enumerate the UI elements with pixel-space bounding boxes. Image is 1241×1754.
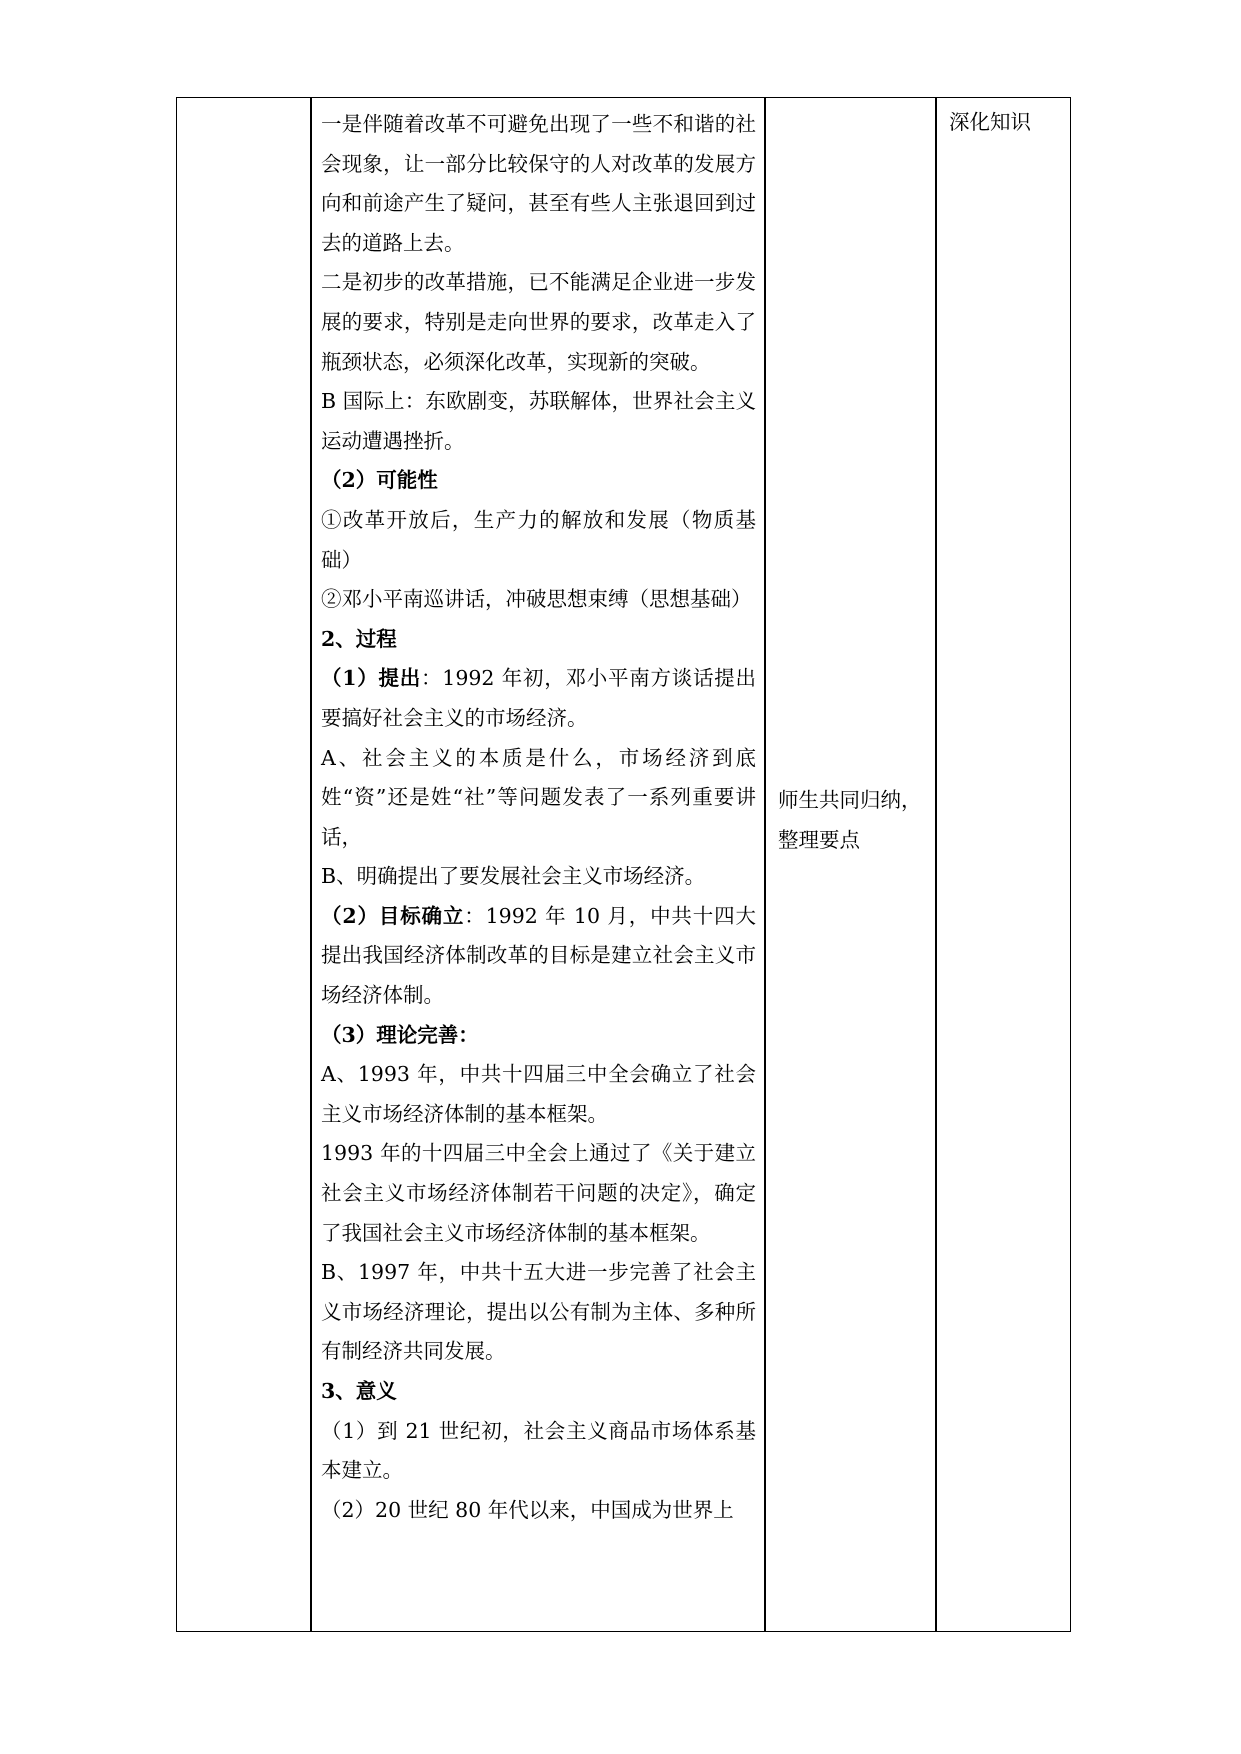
- section-heading: 3、意义: [321, 1379, 397, 1403]
- section-heading: （3）理论完善：: [321, 1022, 479, 1047]
- content-paragraph: （1）提出：1992 年初，邓小平南方谈话提出要搞好社会主义的市场经济。: [321, 666, 757, 730]
- purpose-text: 深化知识: [949, 110, 1031, 134]
- content-paragraph: B、1997 年，中共十五大进一步完善了社会主义市场经济理论，提出以公有制为主体、多种所有制经济共同发展。: [321, 1260, 756, 1364]
- content-paragraph: 1993 年的十四届三中全会上通过了《关于建立社会主义市场经济体制若干问题的决定》，确定了我国社会主义市场经济体制的基本框架。: [321, 1141, 756, 1245]
- content-paragraph: （2）20 世纪 80 年代以来，中国成为世界上: [321, 1497, 734, 1522]
- content-paragraph: A、社会主义的本质是什么，市场经济到底姓“资”还是姓“社”等问题发表了一系列重要讲话，: [321, 745, 756, 849]
- section-heading: （2）可能性: [321, 468, 438, 493]
- table-cell-purpose: [937, 98, 1070, 1631]
- content-paragraph: B 国际上：东欧剧变，苏联解体，世界社会主义运动遭遇挫折。: [321, 389, 756, 453]
- method-text: 师生共同归纳，整理要点: [778, 788, 922, 852]
- table-cell-col1: [177, 98, 311, 1631]
- section-heading: 2、过程: [321, 626, 397, 651]
- content-paragraph: （2）目标确立：1992 年 10 月，中共十四大提出我国经济体制改革的目标是建立社会主义市场经济体制。: [321, 903, 756, 1008]
- content-paragraph: A、1993 年，中共十四届三中全会确立了社会主义市场经济体制的基本框架。: [321, 1062, 756, 1126]
- content-paragraph: 一是伴随着改革不可避免出现了一些不和谐的社会现象，让一部分比较保守的人对改革的发展方向和前途产生了疑问，甚至有些人主张退回到过去的道路上去。: [321, 112, 756, 255]
- table-cell-content: [312, 98, 764, 1631]
- lesson-table: [176, 97, 1071, 1632]
- content-paragraph: 二是初步的改革措施，已不能满足企业进一步发展的要求，特别是走向世界的要求，改革走入了瓶颈状态，必须深化改革，实现新的突破。: [321, 270, 756, 374]
- content-paragraph: （1）到 21 世纪初，社会主义商品市场体系基本建立。: [321, 1418, 756, 1483]
- table-cell-method: [766, 98, 936, 1631]
- content-paragraph: ②邓小平南巡讲话，冲破思想束缚（思想基础）: [321, 587, 752, 612]
- content-paragraph: ①改革开放后，生产力的解放和发展（物质基础）: [321, 507, 756, 572]
- content-paragraph: B、明确提出了要发展社会主义市场经济。: [321, 864, 706, 889]
